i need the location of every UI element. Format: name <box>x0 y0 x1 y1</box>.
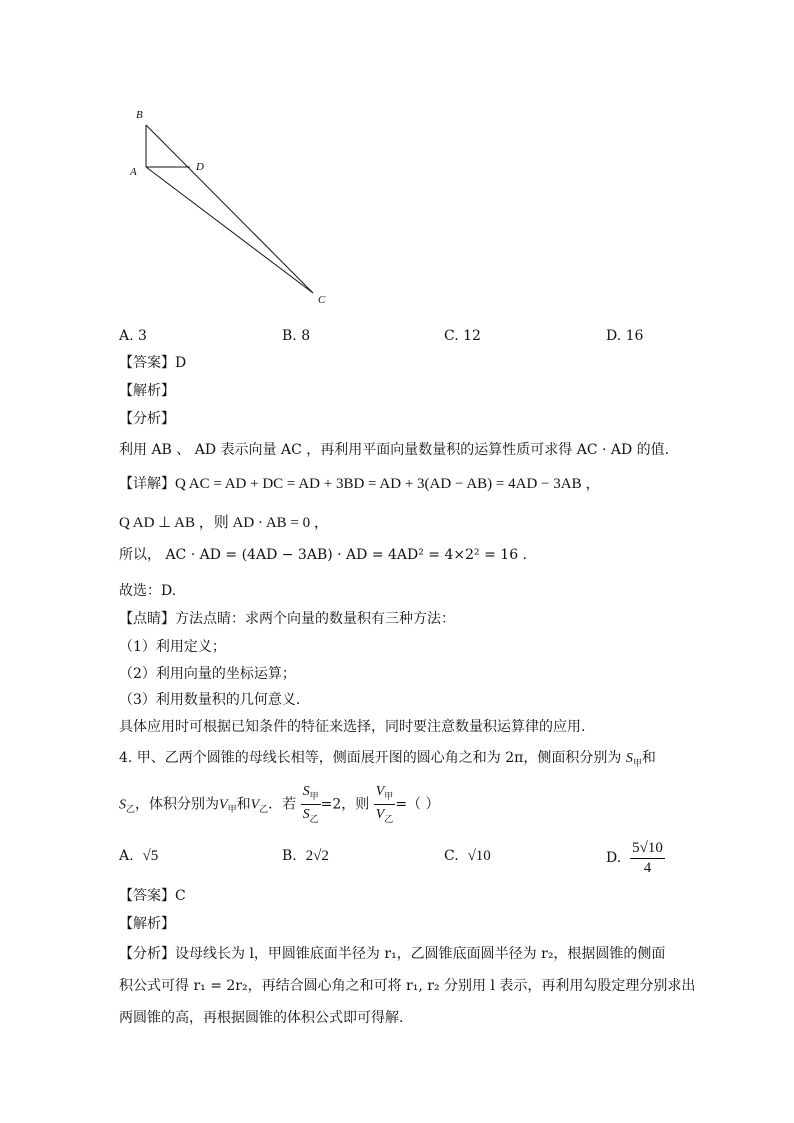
q4-text-a: ，体积分别为 <box>135 796 220 813</box>
q3-option-d: D. 16 <box>606 328 644 344</box>
q4-option-b: B. 2√2 <box>282 848 329 864</box>
v-yi-sub: 乙 <box>259 805 269 816</box>
q3-fenxi-line: 利用 AB 、 AD 表示向量 AC ，再利用平面向量数量积的运算性质可求得 AC · AD 的值. <box>119 442 670 458</box>
q3-point-line <box>119 609 455 629</box>
q3-so-line: 所以， AC · AD = (4AD − 3AB) · AD = 4AD² = 4×2² = 16 . <box>119 547 527 563</box>
q3-option-a: A. 3 <box>119 328 147 344</box>
q4-text-b: 和 <box>236 796 251 813</box>
q4-opt-b-value: 2√2 <box>305 848 329 864</box>
s-yi-sub: 乙 <box>126 805 136 816</box>
v-jia-sub: 甲 <box>227 805 237 816</box>
v-jia: V <box>219 797 228 813</box>
q3-choose: 故选：D. <box>119 583 177 599</box>
q4-fenxi-2: 积公式可得 r₁ = 2r₂，再结合圆心角之和可将 r₁, r₂ 分别用 l 表示，再利用勾股定理分别求出 <box>119 978 696 994</box>
label-d: D <box>196 161 204 173</box>
v-yi: V <box>250 797 260 813</box>
label-b: B <box>136 109 143 121</box>
q3-answer: 【答案】D <box>119 355 187 371</box>
s-jia: S <box>625 751 633 766</box>
segment-ac <box>146 167 313 293</box>
q4-and: 和 <box>641 750 656 766</box>
q3-fenxi-tag: 【分析】 <box>119 411 175 427</box>
fraction-s: $\frac{S_甲}{S_乙}$ <box>302 784 319 825</box>
q3-option-b: B. 8 <box>282 328 311 344</box>
q4-opt-c-value: √10 <box>467 848 491 864</box>
q3-option-c: C. 12 <box>444 328 481 344</box>
q4-stem-text: 4. 甲、乙两个圆锥的母线长相等，侧面展开图的圆心角之和为 2π，侧面积分别为 <box>119 750 622 766</box>
triangle-figure <box>120 100 350 315</box>
q3-analysis-tag: 【解析】 <box>119 383 175 399</box>
q4-fenxi-3: 两圆锥的高，再根据圆锥的体积公式即可得解. <box>119 1010 404 1026</box>
q4-stem-line1 <box>119 748 656 774</box>
q3-detail-line <box>119 474 600 494</box>
q4-option-d: D. $\frac{5√10}{4}$ <box>606 839 663 876</box>
detail-equation: Q AC = AD + DC = AD + 3BD = AD + 3(AD − AB) = 4AD − 3AB ， <box>175 476 601 492</box>
q4-opt-a-value: √5 <box>142 848 159 864</box>
q4-text-e: =（ ） <box>395 796 440 813</box>
q4-option-a: A. √5 <box>119 848 159 864</box>
s-jia-sub: 甲 <box>632 758 642 769</box>
q3-method-2: （2）利用向量的坐标运算； <box>119 666 296 682</box>
q3-perp-line: Q AD ⊥ AB ，则 AD · AB = 0 ， <box>119 515 329 531</box>
q4-opt-d-value: $\frac{5√10}{4}$ <box>632 839 663 876</box>
detail-tag: 【详解】 <box>119 476 175 492</box>
point-text: 方法点睛：求两个向量的数量积有三种方法： <box>175 611 455 627</box>
label-a: A <box>130 166 137 178</box>
label-c: C <box>318 294 326 306</box>
q3-summary: 具体应用时可根据已知条件的特征来选择，同时要注意数量积运算律的应用. <box>119 719 586 735</box>
q4-text-c: ．若 <box>268 796 297 813</box>
s-yi: S <box>119 797 126 813</box>
fraction-v: $\frac{V_甲}{V_乙}$ <box>375 784 394 825</box>
q4-answer: 【答案】C <box>119 888 186 904</box>
q4-option-c: C. √10 <box>444 848 491 864</box>
q4-stem-line2 <box>119 784 440 824</box>
q4-text-d: =2，则 <box>320 796 370 813</box>
q3-method-3: （3）利用数量积的几何意义. <box>119 692 301 708</box>
q4-analysis-tag: 【解析】 <box>119 916 175 932</box>
point-tag: 【点睛】 <box>119 611 175 627</box>
q4-fenxi-1: 【分析】设母线长为 l，甲圆锥底面半径为 r₁，乙圆锥底面圆半径为 r₂，根据圆锥的侧面 <box>119 946 666 962</box>
segment-bc <box>146 125 313 293</box>
q3-method-1: （1）利用定义； <box>119 639 226 655</box>
